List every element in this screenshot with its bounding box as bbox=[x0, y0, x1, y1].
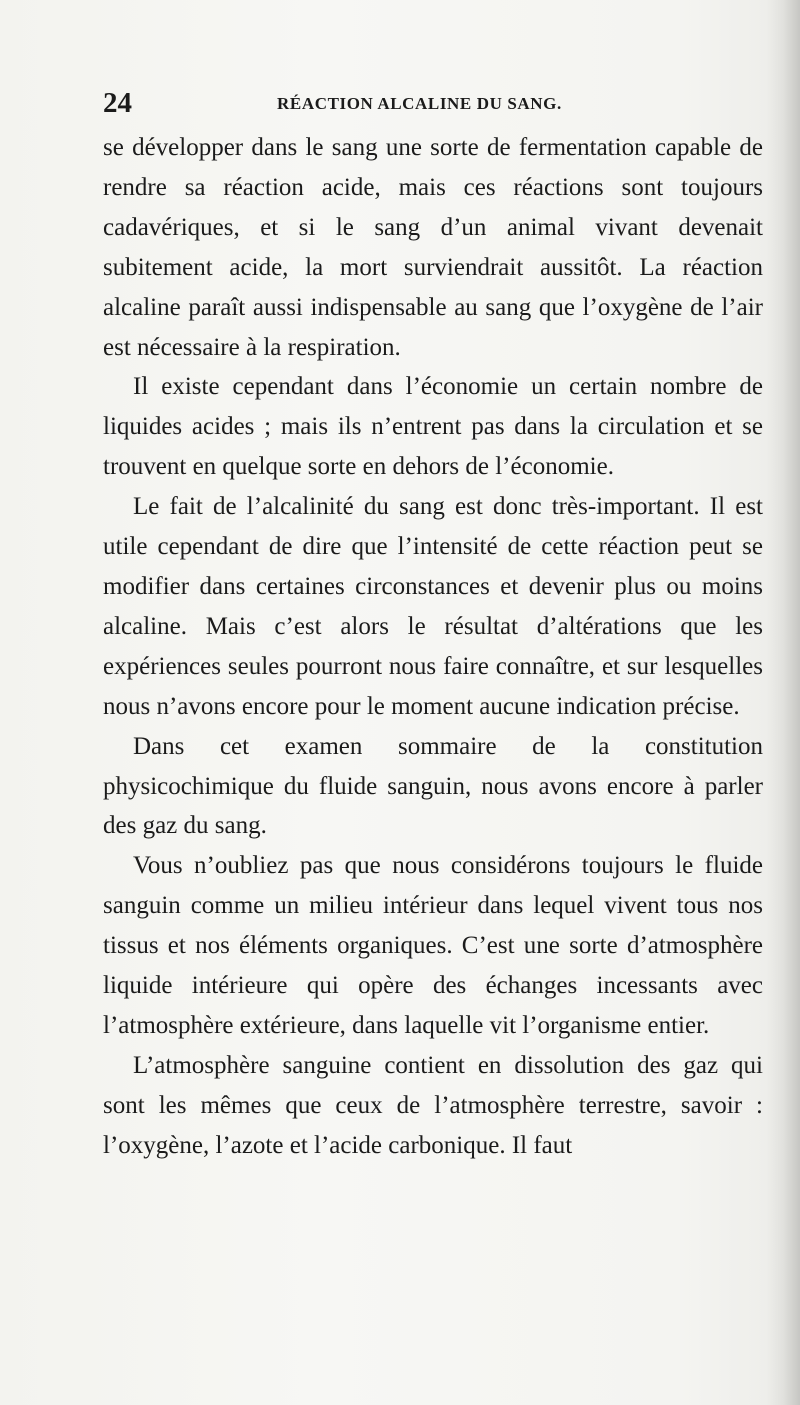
paragraph-5: Vous n’oubliez pas que nous considérons toujours le fluide sanguin comme un milieu intérieur dans lequel vivent tous nos tissus et nos éléments organiques. C’est une sorte d’atmosphère liquide intérieure qui opère des échanges incessants avec l’atmosphère extérieure, dans laquelle vit l’organisme entier. bbox=[103, 852, 763, 1039]
paragraph-1: se développer dans le sang une sorte de fermentation capable de rendre sa réaction acide, mais ces réactions sont toujours cadavériques, et si le sang d’un animal vivant devenait subitement acide, la mort surviendrait aussitôt. La réaction alcaline paraît aussi indispensable au sang que l’oxygène de l’air est nécessaire à la respiration. bbox=[103, 134, 763, 361]
page-header bbox=[103, 86, 763, 126]
page-edge-shadow bbox=[766, 0, 800, 1405]
paragraph-4: Dans cet examen sommaire de la constitution physicochimique du fluide sanguin, nous avons encore à parler des gaz du sang. bbox=[103, 732, 763, 840]
paragraph-3: Le fait de l’alcalinité du sang est donc très-important. Il est utile cependant de dire que l’intensité de cette réaction peut se modifier dans certaines circonstances et devenir plus ou moins alcaline. Mais c’est alors le résultat d’altérations que les expériences seules pourront nous faire connaître, et sur lesquelles nous n’avons encore pour le moment aucune indication précise. bbox=[103, 493, 763, 720]
paragraph-6: L’atmosphère sanguine contient en dissolution des gaz qui sont les mêmes que ceux de l’atmosphère terrestre, savoir : l’oxygène, l’azote et l’acide carbonique. Il faut bbox=[103, 1051, 763, 1159]
paragraph-2: Il existe cependant dans l’économie un certain nombre de liquides acides ; mais ils n’entrent pas dans la circulation et se trouvent en quelque sorte en dehors de l’économie. bbox=[103, 373, 763, 481]
running-head: RÉACTION ALCALINE DU SANG. bbox=[277, 94, 562, 113]
page-number: 24 bbox=[103, 87, 132, 119]
body-text bbox=[103, 128, 763, 1166]
